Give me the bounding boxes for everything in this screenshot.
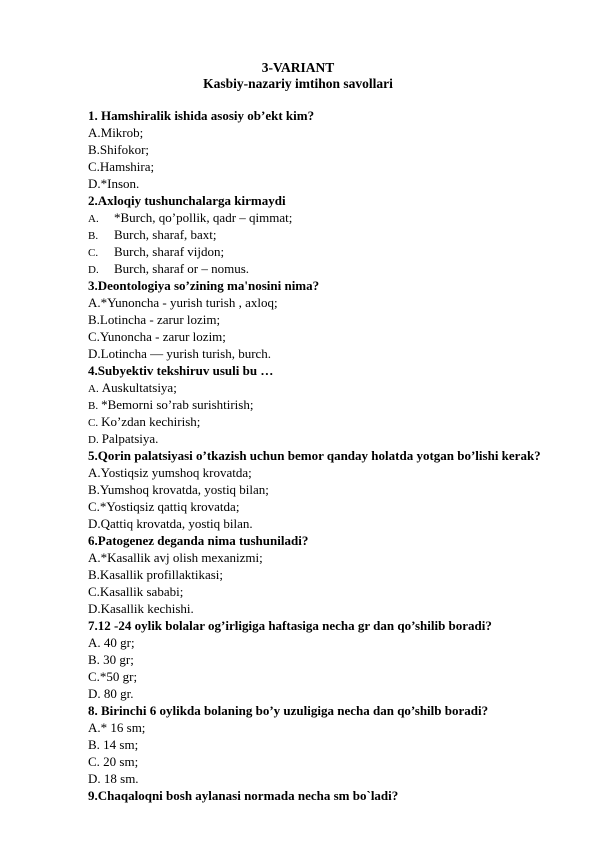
option-text: *Inson. (100, 176, 140, 191)
option-letter: B. (88, 567, 100, 582)
answer-option (88, 566, 568, 583)
option-text: Qattiq krovatda, yostiq bilan. (100, 516, 253, 531)
option-letter: A. (88, 383, 99, 395)
answer-option (88, 600, 568, 617)
answer-option (88, 294, 568, 311)
option-letter: D. (88, 686, 101, 701)
answer-option (88, 583, 568, 600)
question-8: 8. Birinchi 6 oylikda bolaning bo’y uzuligiga necha dan qo’shilb boradi? (88, 703, 489, 718)
answer-option (88, 668, 568, 685)
answer-option (88, 209, 568, 226)
answer-option (88, 311, 568, 328)
answer-option (88, 430, 568, 447)
option-letter: A. (88, 550, 101, 565)
option-text: Kasallik sababi; (99, 584, 184, 599)
option-letter: D. (88, 264, 99, 276)
variant-title: 3-VARIANT (261, 60, 335, 75)
question-7: 7.12 -24 oylik bolalar og’irligiga haftasiga necha gr dan qo’shilib boradi? (88, 618, 492, 633)
answer-option (88, 379, 568, 396)
option-text: Yunoncha - zarur lozim; (99, 329, 226, 344)
option-text: *Burch, qo’pollik, qadr – qimmat; (114, 210, 293, 225)
question-9: 9.Chaqaloqni bosh aylanasi normada necha sm bo`ladi? (88, 788, 399, 803)
answer-option (88, 124, 568, 141)
answer-option (88, 158, 568, 175)
option-text: *50 gr; (99, 669, 138, 684)
option-text: Burch, sharaf vijdon; (114, 244, 225, 259)
option-text: Burch, sharaf, baxt; (114, 227, 217, 242)
option-text: Yumshoq krovatda, yostiq bilan; (99, 482, 269, 497)
option-letter: D. (88, 771, 101, 786)
option-text: 40 gr; (100, 635, 135, 650)
answer-option (88, 515, 568, 532)
answer-option (88, 498, 568, 515)
option-letter: B. (88, 230, 99, 242)
answer-option (88, 736, 568, 753)
answer-option (88, 226, 568, 243)
option-letter: D. (88, 516, 101, 531)
answer-option (88, 345, 568, 362)
option-letter: A. (88, 125, 101, 140)
option-text: Lotincha — yurish turish, burch. (100, 346, 272, 361)
option-letter: C. (88, 417, 99, 429)
answer-option (88, 719, 568, 736)
question-2: 2.Axloqiy tushunchalarga kirmaydi (88, 193, 286, 208)
question-1: 1. Hamshiralik ishida asosiy ob’ekt kim? (88, 108, 315, 123)
answer-option (88, 753, 568, 770)
option-text: *Kasallik avj olish mexanizmi; (100, 550, 263, 565)
option-letter: C. (88, 754, 100, 769)
answer-option (88, 685, 568, 702)
option-text: 18 sm. (100, 771, 139, 786)
option-letter: D. (88, 601, 101, 616)
answer-option (88, 396, 568, 413)
option-text: 30 gr; (99, 652, 134, 667)
option-letter: B. (88, 142, 100, 157)
answer-option (88, 175, 568, 192)
option-letter: D. (88, 346, 101, 361)
option-letter: A. (88, 465, 101, 480)
option-text: Hamshira; (99, 159, 155, 174)
answer-option (88, 770, 568, 787)
question-list (88, 107, 568, 804)
option-letter: C. (88, 159, 100, 174)
option-letter: B. (88, 312, 100, 327)
answer-option (88, 413, 568, 430)
option-letter: C. (88, 329, 100, 344)
option-text: Mikrob; (100, 125, 144, 140)
option-text: *Yunoncha - yurish turish , axloq; (100, 295, 278, 310)
option-letter: A. (88, 635, 101, 650)
option-text: Auskultatsiya; (101, 380, 177, 395)
option-text: 20 sm; (99, 754, 139, 769)
option-letter: B. (88, 400, 99, 412)
answer-option (88, 141, 568, 158)
option-text: Kasallik profillaktikasi; (99, 567, 224, 582)
option-text: 14 sm; (99, 737, 139, 752)
option-text: *Bemorni so’rab surishtirish; (101, 397, 254, 412)
document-subtitle: Kasbiy-nazariy imtihon savollari (203, 76, 393, 91)
option-text: *Yostiqsiz qattiq krovatda; (99, 499, 240, 514)
answer-option (88, 328, 568, 345)
option-letter: C. (88, 669, 100, 684)
question-6: 6.Patogenez deganda nima tushuniladi? (88, 533, 309, 548)
option-text: Burch, sharaf or – nomus. (114, 261, 250, 276)
option-letter: C. (88, 584, 100, 599)
option-letter: A. (88, 720, 101, 735)
option-text: * 16 sm; (100, 720, 146, 735)
answer-option (88, 634, 568, 651)
option-letter: B. (88, 652, 100, 667)
answer-option (88, 243, 568, 260)
option-text: 80 gr. (100, 686, 134, 701)
question-4: 4.Subyektiv tekshiruv usuli bu … (88, 363, 274, 378)
option-letter: B. (88, 482, 100, 497)
option-letter: A. (88, 295, 101, 310)
answer-option (88, 260, 568, 277)
answer-option (88, 481, 568, 498)
option-letter: C. (88, 247, 99, 259)
answer-option (88, 651, 568, 668)
answer-option (88, 549, 568, 566)
answer-option (88, 464, 568, 481)
option-text: Yostiqsiz yumshoq krovatda; (100, 465, 252, 480)
question-3: 3.Deontologiya so’zining ma'nosini nima? (88, 278, 320, 293)
option-text: Kasallik kechishi. (100, 601, 194, 616)
option-letter: B. (88, 737, 100, 752)
question-5: 5.Qorin palatsiyasi o’tkazish uchun bemor qanday holatda yotgan bo’lishi kerak? (88, 448, 541, 463)
option-text: Shifokor; (99, 142, 150, 157)
option-text: Ko’zdan kechirish; (101, 414, 201, 429)
option-letter: D. (88, 176, 101, 191)
option-text: Palpatsiya. (101, 431, 159, 446)
option-letter: C. (88, 499, 100, 514)
option-letter: D. (88, 434, 99, 446)
option-letter: A. (88, 213, 99, 225)
option-text: Lotincha - zarur lozim; (99, 312, 221, 327)
